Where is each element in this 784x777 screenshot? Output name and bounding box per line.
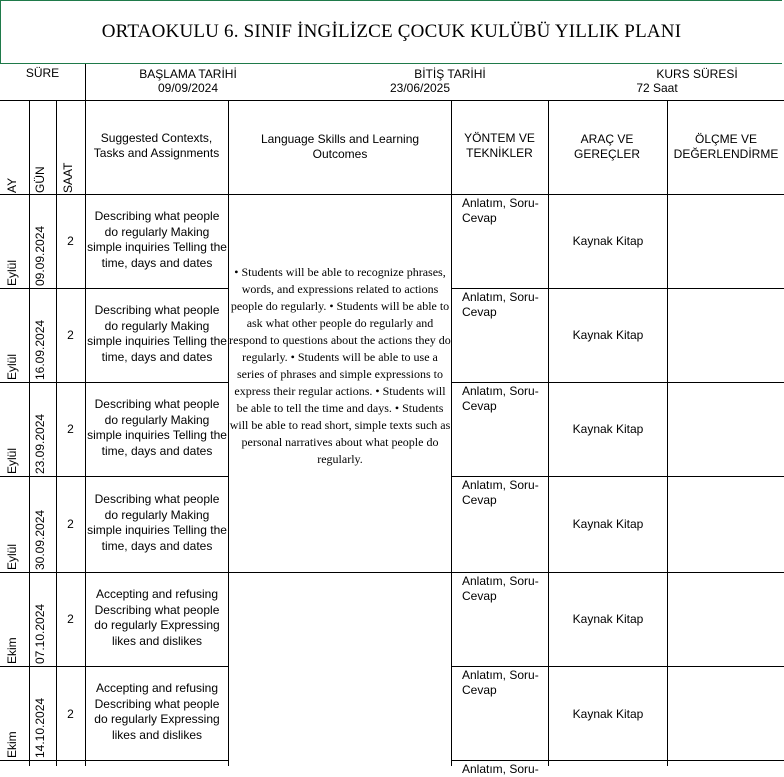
row-month: Eylül — [5, 447, 19, 474]
row-context: Describing what people do regularly Making simple inquiries Telling the time, days and dates — [87, 492, 227, 553]
row-month: Eylül — [5, 259, 19, 286]
grid-line — [85, 64, 86, 766]
row-tool: Kaynak Kitap — [572, 612, 644, 626]
start-date-value: 09/09/2024 — [157, 81, 219, 95]
grid-line — [451, 760, 784, 761]
row-method: Anlatım, Soru-Cevap — [462, 384, 539, 413]
col-methods: YÖNTEM VE TEKNİKLER — [464, 131, 535, 160]
grid-line — [667, 100, 668, 766]
grid-line — [548, 100, 549, 766]
row-date: 23.09.2024 — [33, 413, 47, 474]
grid-line — [451, 382, 784, 383]
row-context: Describing what people do regularly Making simple inquiries Telling the time, days and dates — [87, 303, 227, 364]
row-month: Ekim — [5, 731, 19, 758]
grid-line — [56, 100, 57, 766]
row-hours: 2 — [67, 707, 74, 721]
col-gun: GÜN — [33, 166, 47, 193]
col-skills: Language Skills and Learning Outcomes — [260, 132, 420, 161]
grid-line — [451, 100, 452, 766]
grid-line — [0, 760, 228, 761]
row-tool: Kaynak Kitap — [572, 422, 644, 436]
row-method: Anlatım, Soru-Cevap — [462, 478, 539, 507]
row-context: Accepting and refusing Describing what people do regularly Expressing likes and dislikes — [94, 681, 220, 742]
row-month: Ekim — [5, 637, 19, 664]
grid-line — [29, 100, 30, 766]
grid-line — [0, 476, 228, 477]
grid-line — [0, 382, 228, 383]
col-ay: AY — [5, 177, 19, 193]
end-date-cell — [300, 67, 580, 95]
row-hours: 2 — [67, 612, 74, 626]
row-tool: Kaynak Kitap — [572, 517, 644, 531]
row-context: Describing what people do regularly Making simple inquiries Telling the time, days and dates — [87, 397, 227, 458]
start-date-label: BAŞLAMA TARİHİ — [139, 67, 237, 81]
row-date: 30.09.2024 — [33, 509, 47, 570]
row-tool: Kaynak Kitap — [572, 234, 644, 248]
row-hours: 2 — [67, 234, 74, 248]
start-date-cell — [88, 67, 288, 95]
grid-line — [0, 288, 228, 289]
grid-line — [451, 288, 784, 289]
row-hours: 2 — [67, 328, 74, 342]
row-tool: Kaynak Kitap — [572, 328, 644, 342]
row-date: 14.10.2024 — [33, 697, 47, 758]
learning-outcomes: • Students will be able to recognize phrases, words, and expressions related to actions people do regularly. • Students will be able to ask what other people do regularly and respond to questions about the actions they do regularly. • Students will be able to use a series of phrases and simple expressions to express their regular actions. • Students will be able to tell the time and days. • Students will be able to read short, simple texts such as personal narratives about what people do regularly. — [229, 265, 451, 466]
page-title: ORTAOKULU 6. SINIF İNGİLİZCE ÇOCUK KULÜBÜ YILLIK PLANI — [0, 0, 782, 64]
row-method: Anlatım, Soru-Cevap — [462, 290, 539, 319]
row-date: 07.10.2024 — [33, 603, 47, 664]
sure-label: SÜRE — [25, 66, 60, 80]
col-tools: ARAÇ VE GEREÇLER — [573, 132, 641, 161]
row-date: 16.09.2024 — [33, 319, 47, 380]
row-context: Describing what people do regularly Making simple inquiries Telling the time, days and dates — [87, 209, 227, 270]
grid-line — [0, 666, 228, 667]
course-duration-cell — [560, 67, 784, 95]
row-tool: Kaynak Kitap — [572, 707, 644, 721]
end-date-label: BİTİŞ TARİHİ — [414, 67, 486, 81]
row-hours: 2 — [67, 422, 74, 436]
row-method-partial: Anlatım, Soru- — [462, 762, 539, 776]
row-method: Anlatım, Soru-Cevap — [462, 668, 539, 697]
grid-line — [451, 476, 784, 477]
course-duration-label: KURS SÜRESİ — [656, 67, 738, 81]
col-saat: SAAT — [61, 162, 75, 193]
row-month: Eylül — [5, 543, 19, 570]
end-date-value: 23/06/2025 — [389, 81, 451, 95]
row-context: Accepting and refusing Describing what people do regularly Expressing likes and dislikes — [94, 587, 220, 648]
grid-line — [228, 100, 229, 766]
row-hours: 2 — [67, 517, 74, 531]
col-contexts: Suggested Contexts, Tasks and Assignments — [93, 131, 220, 160]
course-duration-value: 72 Saat — [636, 81, 678, 95]
row-method: Anlatım, Soru-Cevap — [462, 574, 539, 603]
row-date: 09.09.2024 — [33, 225, 47, 286]
row-method: Anlatım, Soru-Cevap — [462, 196, 539, 225]
grid-line — [451, 666, 784, 667]
row-month: Eylül — [5, 353, 19, 380]
col-assessment: ÖLÇME VE DEĞERLENDİRME — [673, 132, 779, 161]
